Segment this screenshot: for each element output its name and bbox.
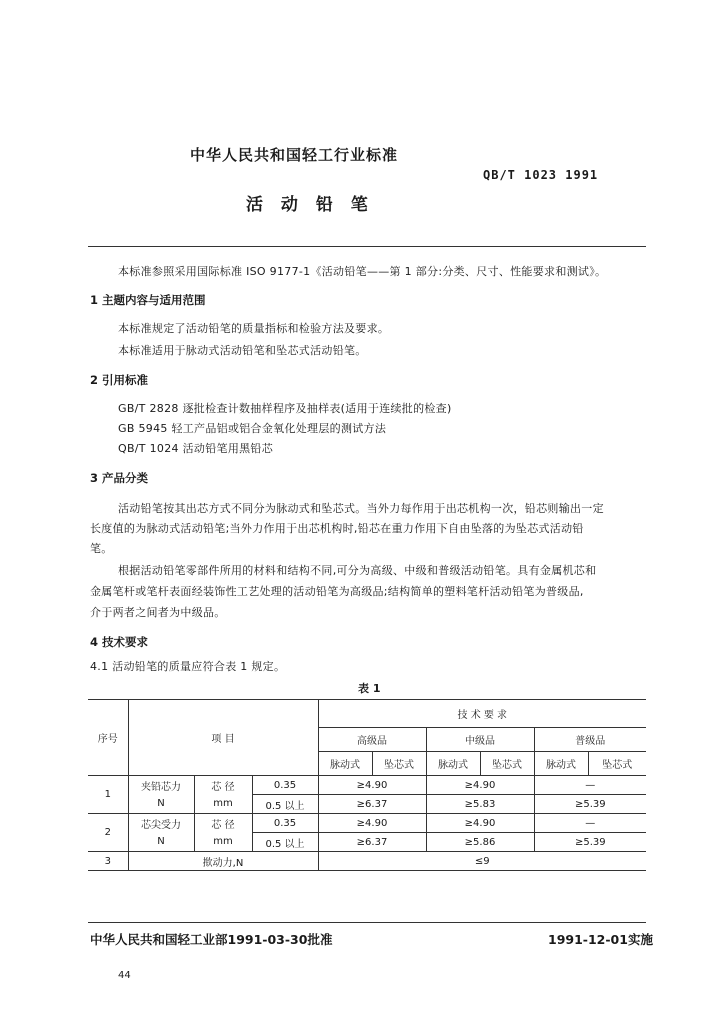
row-2-mid-2: ≥5.86 <box>426 833 534 852</box>
row-1-name: 夹铅芯力 <box>128 776 194 795</box>
issuer-heading: 中华人民共和国轻工行业标准 <box>190 146 399 164</box>
row-1-unit: N <box>128 795 194 814</box>
section-1-line-1: 本标准规定了活动铅笔的质量指标和检验方法及要求。 <box>118 322 390 335</box>
row-3-value: ≤9 <box>318 852 646 871</box>
footer-rule <box>88 922 646 923</box>
grade-high: 高级品 <box>318 728 426 752</box>
section-3-para-1-line-2: 长度值的为脉动式活动铅笔;当外力作用于出芯机构时,铅芯在重力作用下自由坠落的为坠芯式活动铅 <box>90 522 584 535</box>
section-3-para-2-line-3: 介于两者之间者为中级品。 <box>90 606 226 619</box>
row-1-mid-1: ≥4.90 <box>426 776 534 795</box>
section-4-heading: 4 技术要求 <box>90 635 149 649</box>
row-1-high-2: ≥6.37 <box>318 795 426 814</box>
row-2-dia-1: 0.35 <box>252 814 318 833</box>
standard-code: QB/T 1023 1991 <box>483 168 599 182</box>
section-1-heading: 1 主题内容与适用范围 <box>90 293 206 307</box>
section-4-1-text: 4.1 活动铅笔的质量应符合表 1 规定。 <box>90 660 286 673</box>
section-3-para-1-line-1: 活动铅笔按其出芯方式不同分为脉动式和坠芯式。当外力每作用于出芯机构一次，铅芯则输出一定 <box>118 502 604 515</box>
spec-table <box>88 699 646 871</box>
type-header: 脉动式 <box>534 752 588 776</box>
col-item-header: 项 目 <box>128 700 318 776</box>
type-header: 坠芯式 <box>372 752 426 776</box>
type-header: 坠芯式 <box>480 752 534 776</box>
intro-text: 本标准参照采用国际标准 ISO 9177-1《活动铅笔——第 1 部分:分类、尺寸、性能要求和测试》。 <box>118 265 607 278</box>
row-3-name: 揿动力,N <box>128 852 318 871</box>
reference-2: GB 5945 轻工产品铝或铝合金氧化处理层的测试方法 <box>118 422 387 435</box>
document-title: 活 动 铅 笔 <box>246 195 374 215</box>
row-1-sub: 芯 径 <box>194 776 252 795</box>
row-2-dia-2: 0.5 以上 <box>252 833 318 852</box>
row-2-seq: 2 <box>88 814 128 852</box>
section-3-para-1-line-3: 笔。 <box>90 542 113 555</box>
row-2-low-1: — <box>534 814 646 833</box>
row-1-seq: 1 <box>88 776 128 814</box>
section-2-heading: 2 引用标准 <box>90 373 149 387</box>
row-1-dia-2: 0.5 以上 <box>252 795 318 814</box>
page-number: 44 <box>118 970 131 981</box>
row-2-low-2: ≥5.39 <box>534 833 646 852</box>
type-header: 脉动式 <box>426 752 480 776</box>
header-rule <box>88 246 646 247</box>
reference-1: GB/T 2828 逐批检查计数抽样程序及抽样表(适用于连续批的检查) <box>118 402 452 415</box>
col-seq-header: 序号 <box>88 700 128 776</box>
row-2-high-2: ≥6.37 <box>318 833 426 852</box>
col-req-header: 技 术 要 求 <box>318 700 646 728</box>
row-1-high-1: ≥4.90 <box>318 776 426 795</box>
row-1-mid-2: ≥5.83 <box>426 795 534 814</box>
reference-3: QB/T 1024 活动铅笔用黑铅芯 <box>118 442 274 455</box>
section-3-para-2-line-2: 金属笔杆或笔杆表面经装饰性工艺处理的活动铅笔为高级品;结构简单的塑料笔杆活动铅笔为普级品, <box>90 585 584 598</box>
effective-date-text: 1991-12-01实施 <box>548 932 653 947</box>
section-1-line-2: 本标准适用于脉动式活动铅笔和坠芯式活动铅笔。 <box>118 344 367 357</box>
type-header: 脉动式 <box>318 752 372 776</box>
table-caption: 表 1 <box>358 682 381 695</box>
row-1-dia-1: 0.35 <box>252 776 318 795</box>
row-2-subunit: mm <box>194 833 252 852</box>
row-1-low-1: — <box>534 776 646 795</box>
section-3-para-2-line-1: 根据活动铅笔零部件所用的材料和结构不同,可分为高级、中级和普级活动铅笔。具有金属机芯和 <box>118 564 597 577</box>
row-2-unit: N <box>128 833 194 852</box>
grade-low: 普级品 <box>534 728 646 752</box>
row-2-high-1: ≥4.90 <box>318 814 426 833</box>
row-2-sub: 芯 径 <box>194 814 252 833</box>
row-1-subunit: mm <box>194 795 252 814</box>
type-header: 坠芯式 <box>588 752 646 776</box>
row-2-name: 芯尖受力 <box>128 814 194 833</box>
row-1-low-2: ≥5.39 <box>534 795 646 814</box>
grade-mid: 中级品 <box>426 728 534 752</box>
section-3-heading: 3 产品分类 <box>90 471 149 485</box>
row-2-mid-1: ≥4.90 <box>426 814 534 833</box>
row-3-seq: 3 <box>88 852 128 871</box>
approval-text: 中华人民共和国轻工业部1991-03-30批准 <box>90 932 333 947</box>
